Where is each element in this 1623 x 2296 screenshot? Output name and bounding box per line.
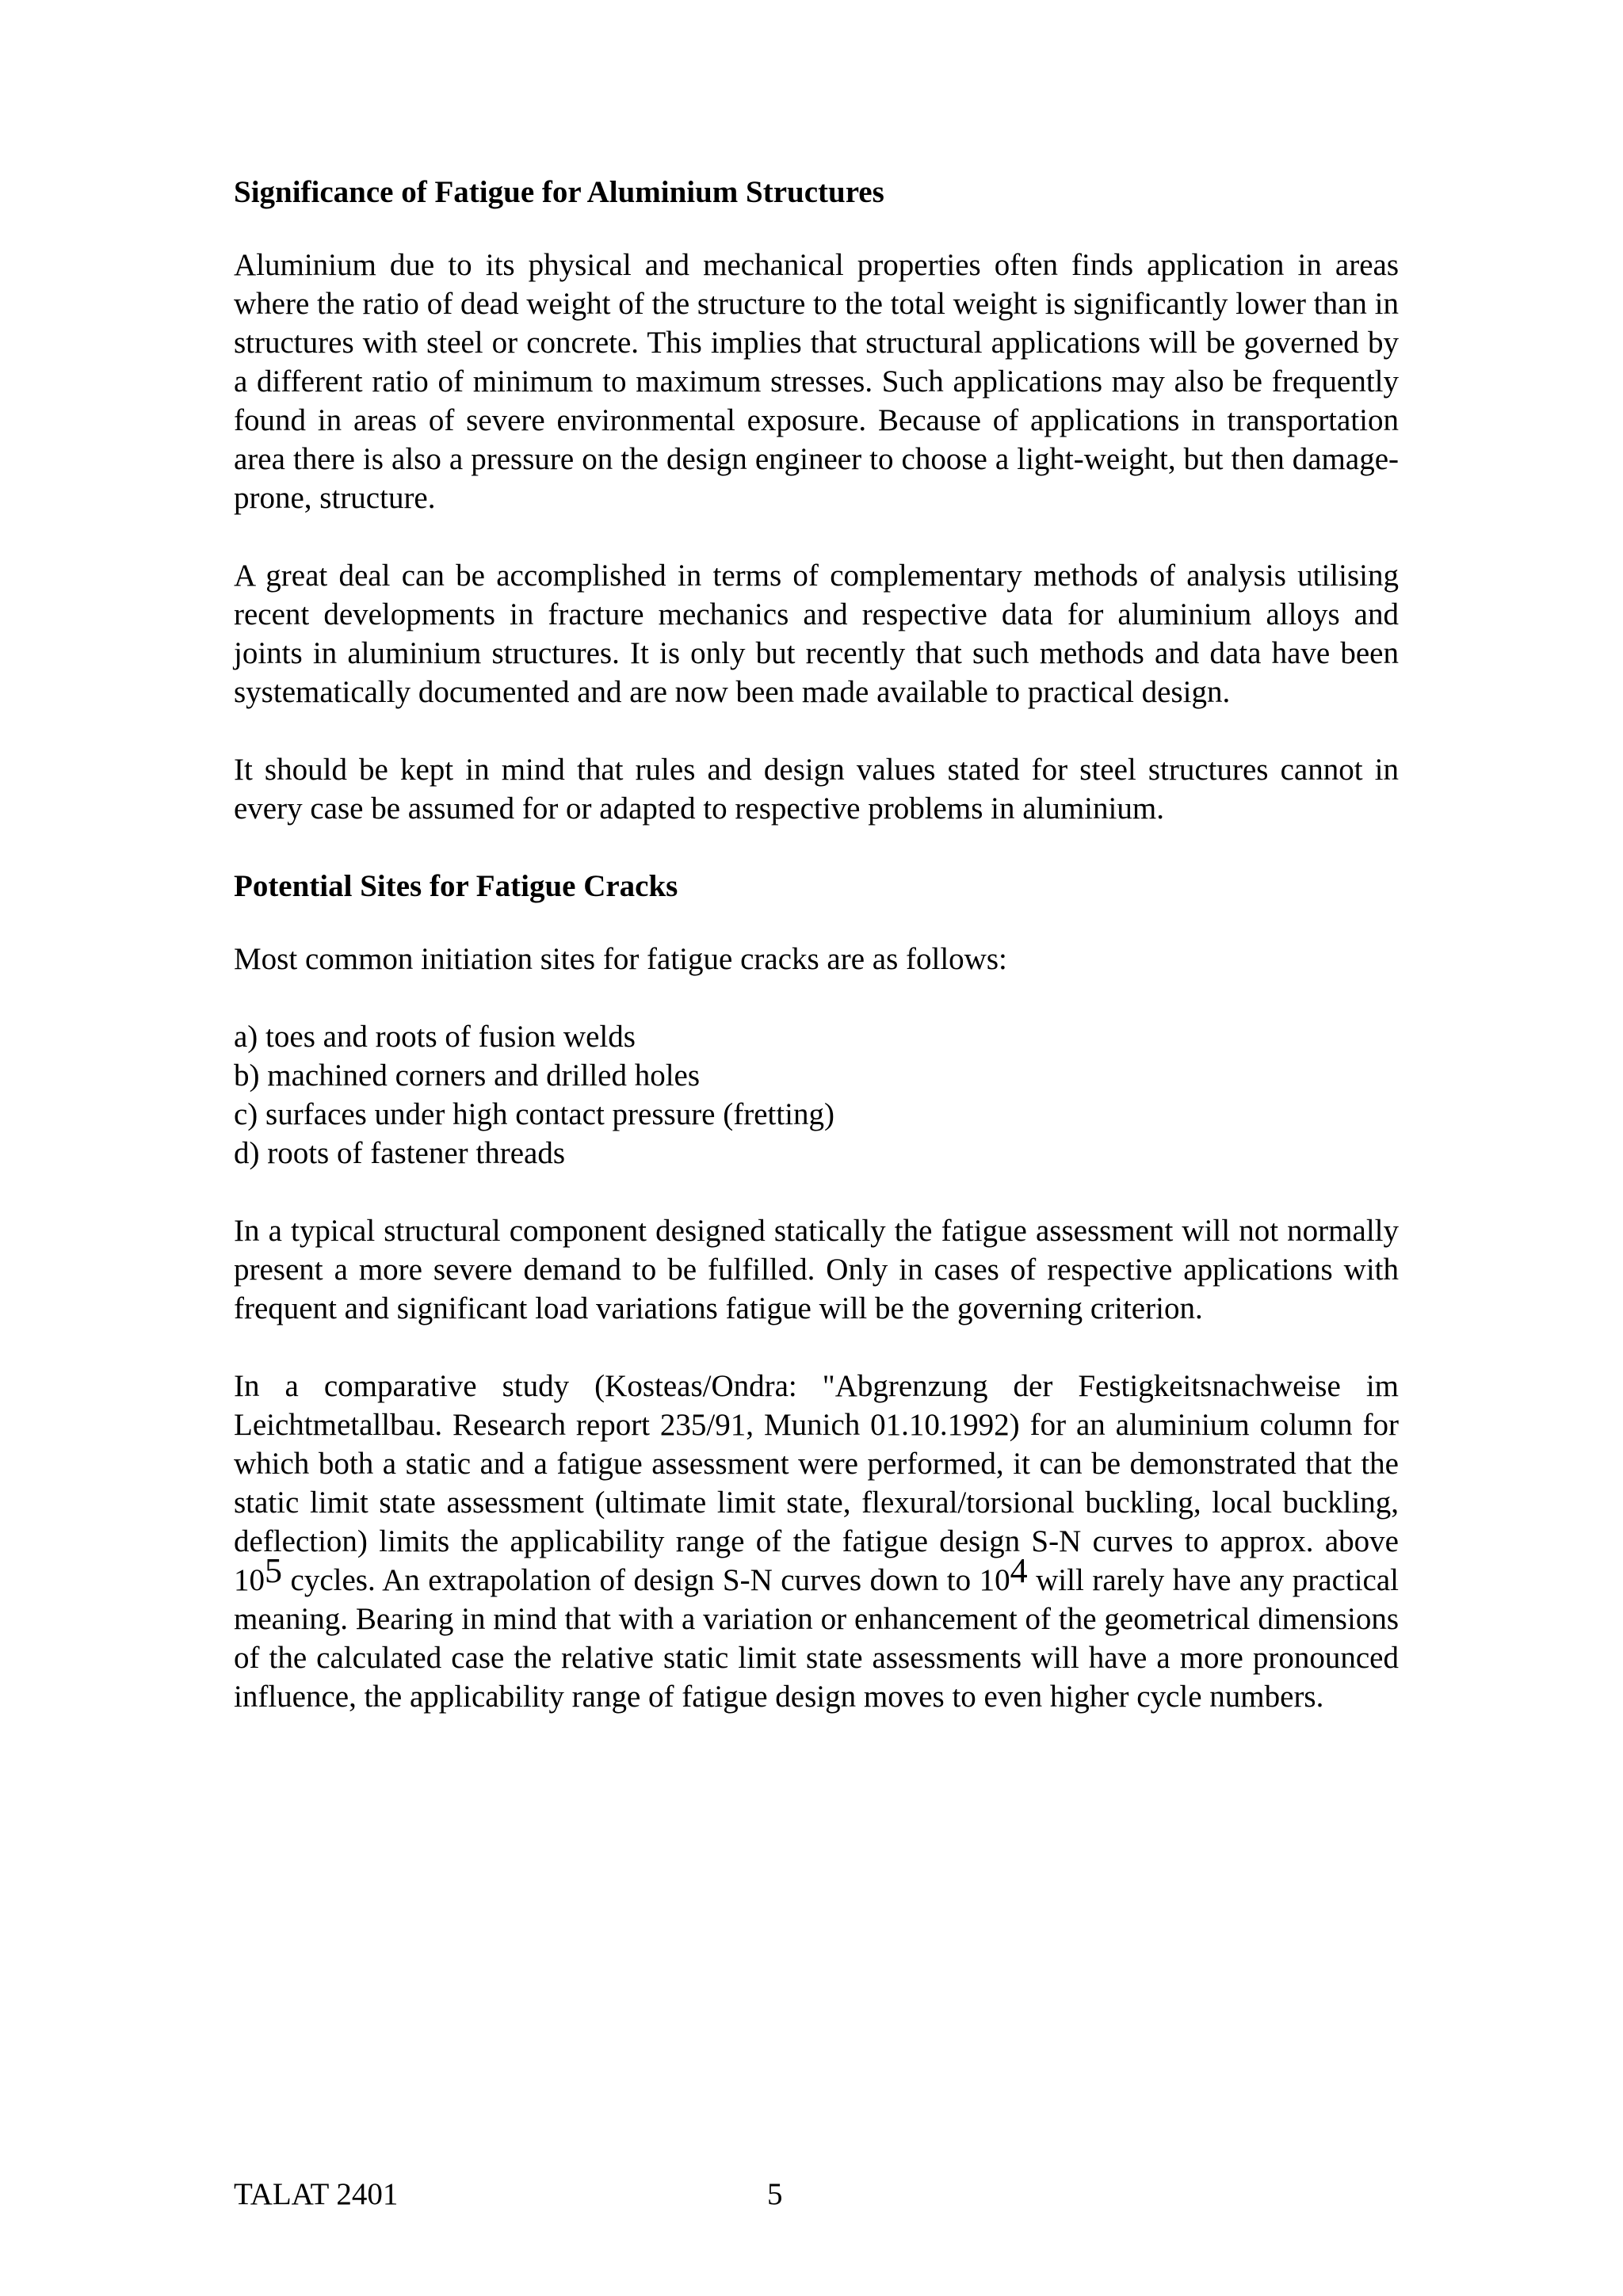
comparative-study-text-3: will rarely have any practical meaning. Bearing in mind that with a variation or enhancement of the geometrical dimensions of the calculated case the relative static limit state assessments will have a more pronounced influence, the applicability range of fatigue design moves to even higher cycle numbers. bbox=[234, 1563, 1399, 1714]
comparative-study-text-1: In a comparative study (Kosteas/Ondra: "Abgrenzung der Festigkeitsnachweise im Leichtmetallbau. Research report 235/91, Munich 01.10.1992) for an aluminium column for which both a static and a fatigue assessment were performed, it can be demonstrated that the static limit state assessment (ultimate limit state, flexural/torsional buckling, local buckling, deflection) limits the applicability range of the fatigue design S-N curves to approx. above 10 bbox=[234, 1369, 1399, 1597]
list-item: c) surfaces under high contact pressure (fretting) bbox=[234, 1097, 835, 1131]
list-item: b) machined corners and drilled holes bbox=[234, 1058, 701, 1093]
paragraph-complementary-methods: A great deal can be accomplished in terms of complementary methods of analysis utilising recent developments in fracture mechanics and respective data for aluminium alloys and joints in aluminium structures. It is only but recently that such methods and data have been systematically documented and are now been made available to practical design. bbox=[234, 559, 1399, 709]
page-content bbox=[234, 173, 1399, 1755]
crack-sites-list bbox=[234, 1017, 1399, 1173]
list-item: d) roots of fastener threads bbox=[234, 1136, 566, 1170]
paragraph-comparative-study bbox=[234, 1367, 1399, 1716]
comparative-study-text-2: cycles. An extrapolation of design S-N curves down to 10 bbox=[282, 1563, 1010, 1597]
footer-page-number: 5 bbox=[767, 2177, 783, 2211]
exponent-four: 4 bbox=[1010, 1551, 1028, 1590]
section-heading-crack-sites: Potential Sites for Fatigue Cracks bbox=[234, 869, 678, 903]
list-item: a) toes and roots of fusion welds bbox=[234, 1020, 636, 1054]
footer-doc-id: TALAT 2401 bbox=[234, 2177, 399, 2211]
section-heading-significance: Significance of Fatigue for Aluminium Structures bbox=[234, 175, 884, 209]
paragraph-initiation-sites-intro: Most common initiation sites for fatigue cracks are as follows: bbox=[234, 942, 1007, 976]
paragraph-typical-component: In a typical structural component designed statically the fatigue assessment will not normally present a more severe demand to be fulfilled. Only in cases of respective applications with frequent and significant load variations fatigue will be the governing criterion. bbox=[234, 1214, 1399, 1325]
paragraph-steel-rules-note: It should be kept in mind that rules and design values stated for steel structures cannot in every case be assumed for or adapted to respective problems in aluminium. bbox=[234, 753, 1399, 826]
exponent-five: 5 bbox=[265, 1551, 282, 1590]
paragraph-aluminium-applications: Aluminium due to its physical and mechanical properties often finds application in areas where the ratio of dead weight of the structure to the total weight is significantly lower than in structures with steel or concrete. This implies that structural applications will be governed by a different ratio of minimum to maximum stresses. Such applications may also be frequently found in areas of severe environmental exposure. Because of applications in transportation area there is also a pressure on the design engineer to choose a light-weight, but then damage-prone, structure. bbox=[234, 248, 1399, 515]
